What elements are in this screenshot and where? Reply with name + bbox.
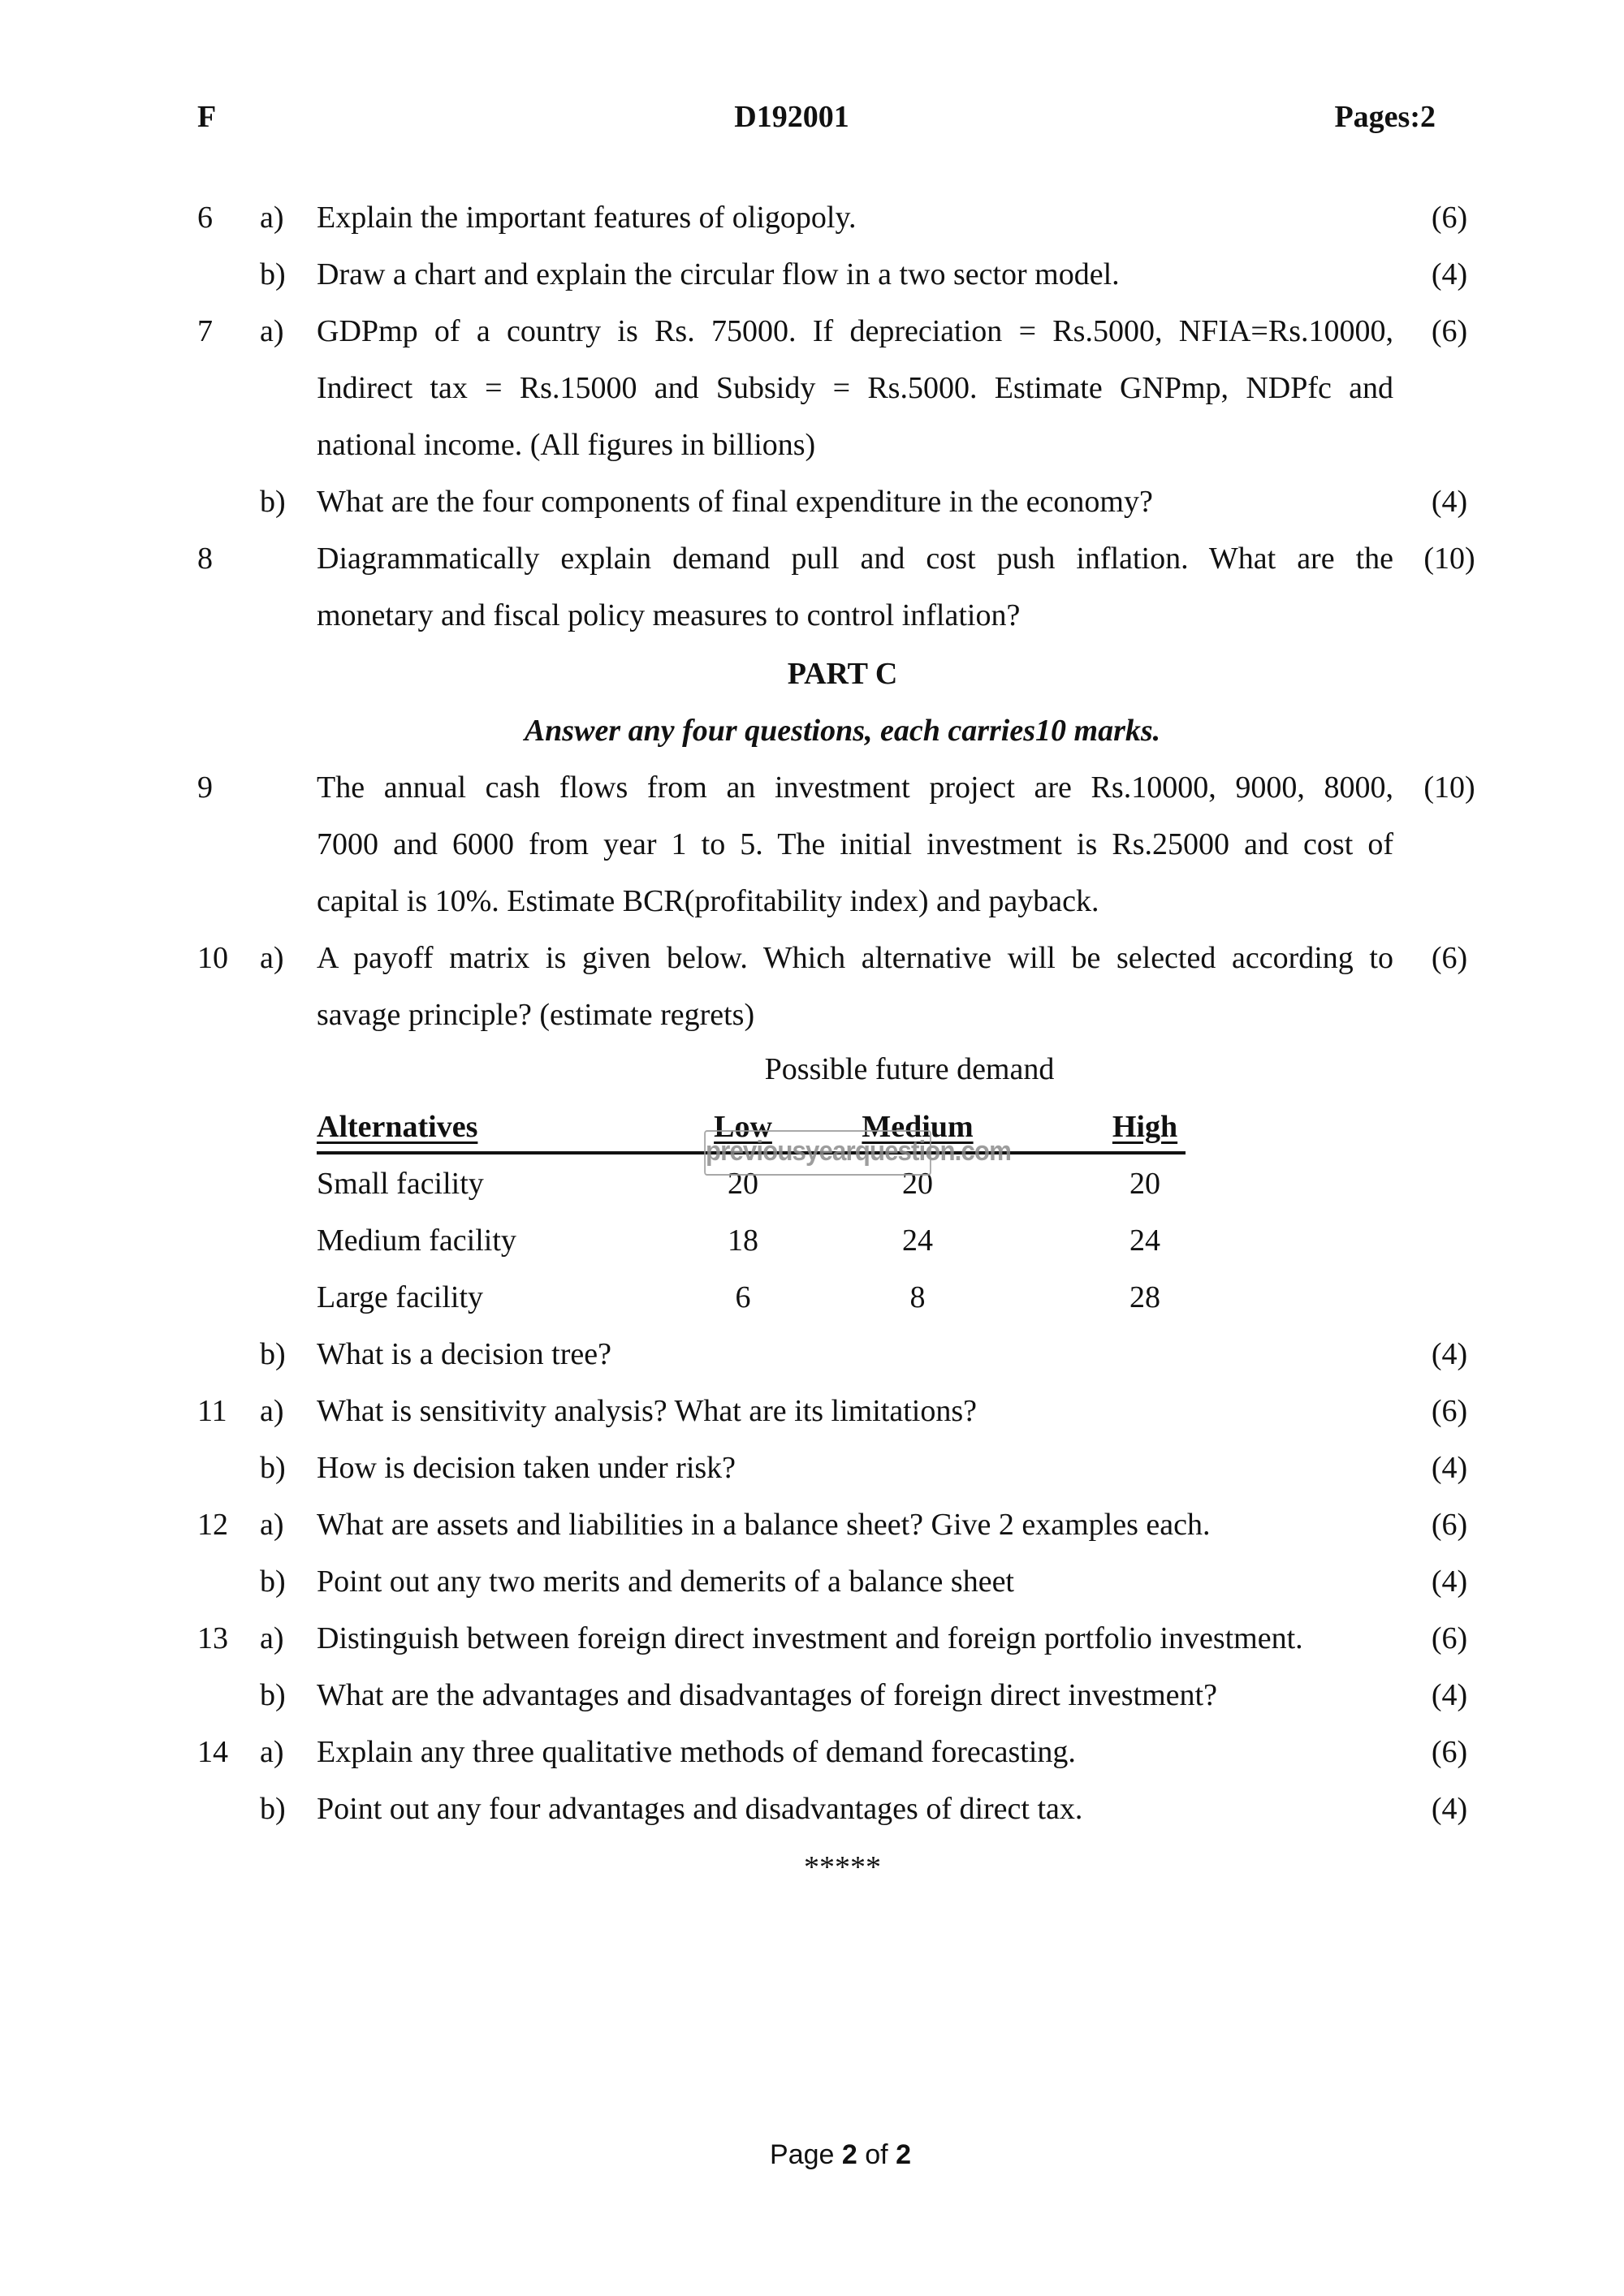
question-number: 9 bbox=[197, 770, 213, 805]
question-line bbox=[0, 1557, 1624, 1606]
question-line bbox=[0, 477, 1624, 526]
question-text: GDPmp of a country is Rs. 75000. If depreciation = Rs.5000, NFIA=Rs.10000, bbox=[317, 314, 1393, 348]
question-marks: (10) bbox=[1423, 542, 1475, 576]
question-text: Point out any two merits and demerits of a balance sheet bbox=[317, 1564, 1014, 1599]
question-marks: (4) bbox=[1431, 1792, 1468, 1826]
header-medium: Medium bbox=[862, 1110, 974, 1144]
row-label: Medium facility bbox=[317, 1224, 516, 1258]
question-text: Diagrammatically explain demand pull and cost push inflation. What are the bbox=[317, 542, 1393, 576]
sub-question-label: a) bbox=[260, 1394, 284, 1428]
footer-current-page: 2 bbox=[841, 2139, 857, 2170]
question-marks: (4) bbox=[1431, 1451, 1468, 1485]
question-text: Distinguish between foreign direct investment and foreign portfolio investment. bbox=[317, 1621, 1303, 1655]
cell-low: 18 bbox=[728, 1224, 758, 1258]
header-high: High bbox=[1112, 1110, 1178, 1144]
question-number: 14 bbox=[197, 1735, 228, 1769]
table-caption: Possible future demand bbox=[764, 1052, 1055, 1086]
page-footer bbox=[0, 2135, 1624, 2174]
question-text: national income. (All figures in billions) bbox=[317, 428, 816, 462]
question-number: 6 bbox=[197, 201, 213, 235]
question-marks: (6) bbox=[1431, 1394, 1468, 1428]
cell-high: 20 bbox=[1129, 1167, 1160, 1201]
table-row bbox=[0, 1216, 1624, 1265]
question-number: 8 bbox=[197, 542, 213, 576]
sub-question-label: a) bbox=[260, 1735, 284, 1769]
question-text: monetary and fiscal policy measures to control inflation? bbox=[317, 598, 1021, 632]
question-line bbox=[0, 1728, 1624, 1776]
cell-high: 28 bbox=[1129, 1280, 1160, 1314]
sub-question-label: a) bbox=[260, 1508, 284, 1542]
question-text: savage principle? (estimate regrets) bbox=[317, 998, 755, 1032]
question-line bbox=[0, 307, 1624, 356]
sub-question-label: a) bbox=[260, 314, 284, 348]
question-line bbox=[0, 1500, 1624, 1549]
question-line bbox=[0, 990, 1624, 1039]
sub-question-label: b) bbox=[260, 1451, 286, 1485]
question-text: What is sensitivity analysis? What are its limitations? bbox=[317, 1394, 977, 1428]
question-number: 10 bbox=[197, 941, 228, 975]
sub-question-label: a) bbox=[260, 1621, 284, 1655]
row-label: Small facility bbox=[317, 1167, 484, 1201]
question-line bbox=[0, 591, 1624, 640]
question-text: Explain any three qualitative methods of demand forecasting. bbox=[317, 1735, 1076, 1769]
question-text: What are assets and liabilities in a balance sheet? Give 2 examples each. bbox=[317, 1508, 1211, 1542]
sub-question-label: b) bbox=[260, 257, 286, 291]
question-line bbox=[0, 421, 1624, 469]
watermark-stamp: previousyearquestion.com bbox=[704, 1130, 931, 1176]
question-text: What are the advantages and disadvantages of foreign direct investment? bbox=[317, 1678, 1217, 1712]
question-line bbox=[0, 1671, 1624, 1720]
table-row bbox=[0, 1273, 1624, 1322]
cell-medium: 24 bbox=[902, 1224, 933, 1258]
part-c-instruction: Answer any four questions, each carries10 marks. bbox=[524, 714, 1161, 748]
question-number: 13 bbox=[197, 1621, 228, 1655]
question-text: 7000 and 6000 from year 1 to 5. The initial investment is Rs.25000 and cost of bbox=[317, 827, 1393, 861]
question-line bbox=[0, 877, 1624, 926]
sub-question-label: b) bbox=[260, 485, 286, 519]
question-line bbox=[0, 1387, 1624, 1435]
question-text: What are the four components of final expenditure in the economy? bbox=[317, 485, 1153, 519]
question-line bbox=[0, 1614, 1624, 1663]
part-c-title: PART C bbox=[787, 657, 898, 691]
question-marks: (6) bbox=[1431, 201, 1468, 235]
question-marks: (6) bbox=[1431, 941, 1468, 975]
question-marks: (4) bbox=[1431, 1678, 1468, 1712]
question-marks: (10) bbox=[1423, 770, 1475, 805]
end-marker: ***** bbox=[804, 1850, 881, 1884]
question-text: Explain the important features of oligopoly. bbox=[317, 201, 857, 235]
question-marks: (6) bbox=[1431, 314, 1468, 348]
question-marks: (6) bbox=[1431, 1735, 1468, 1769]
header-paper-code-text: D192001 bbox=[734, 100, 849, 134]
sub-question-label: b) bbox=[260, 1564, 286, 1599]
question-line bbox=[0, 820, 1624, 869]
header-page-count: Pages:2 bbox=[1334, 100, 1436, 134]
header-low: Low bbox=[714, 1110, 772, 1144]
sub-question-label: b) bbox=[260, 1792, 286, 1826]
question-marks: (4) bbox=[1431, 485, 1468, 519]
footer-page-word: Page bbox=[770, 2139, 835, 2170]
cell-low: 20 bbox=[728, 1167, 758, 1201]
question-marks: (6) bbox=[1431, 1508, 1468, 1542]
question-text: Indirect tax = Rs.15000 and Subsidy = Rs.5000. Estimate GNPmp, NDPfc and bbox=[317, 371, 1393, 405]
question-line bbox=[0, 193, 1624, 242]
row-label: Large facility bbox=[317, 1280, 484, 1314]
cell-low: 6 bbox=[735, 1280, 751, 1314]
sub-question-label: b) bbox=[260, 1678, 286, 1712]
cell-medium: 20 bbox=[902, 1167, 933, 1201]
question-line bbox=[0, 364, 1624, 412]
header-alternatives: Alternatives bbox=[317, 1110, 478, 1144]
question-line bbox=[0, 1330, 1624, 1379]
question-line bbox=[0, 534, 1624, 583]
question-text: capital is 10%. Estimate BCR(profitability index) and payback. bbox=[317, 884, 1099, 918]
footer-total-pages: 2 bbox=[896, 2139, 911, 2170]
header-set-code: F bbox=[197, 100, 217, 134]
sub-question-label: a) bbox=[260, 201, 284, 235]
question-number: 7 bbox=[197, 314, 213, 348]
question-line bbox=[0, 934, 1624, 982]
cell-medium: 8 bbox=[909, 1280, 926, 1314]
footer-of-word: of bbox=[865, 2139, 888, 2170]
sub-question-label: a) bbox=[260, 941, 284, 975]
question-marks: (4) bbox=[1431, 1337, 1468, 1371]
question-text: The annual cash flows from an investment project are Rs.10000, 9000, 8000, bbox=[317, 770, 1393, 805]
question-text: A payoff matrix is given below. Which alternative will be selected according to bbox=[317, 941, 1393, 975]
question-text: What is a decision tree? bbox=[317, 1337, 611, 1371]
question-text: How is decision taken under risk? bbox=[317, 1451, 736, 1485]
question-marks: (4) bbox=[1431, 257, 1468, 291]
question-line bbox=[0, 250, 1624, 299]
question-line bbox=[0, 763, 1624, 812]
question-line bbox=[0, 1444, 1624, 1492]
question-line bbox=[0, 1785, 1624, 1833]
question-marks: (4) bbox=[1431, 1564, 1468, 1599]
question-number: 11 bbox=[197, 1394, 227, 1428]
question-marks: (6) bbox=[1431, 1621, 1468, 1655]
question-text: Draw a chart and explain the circular flow in a two sector model. bbox=[317, 257, 1120, 291]
question-number: 12 bbox=[197, 1508, 228, 1542]
sub-question-label: b) bbox=[260, 1337, 286, 1371]
question-text: Point out any four advantages and disadvantages of direct tax. bbox=[317, 1792, 1083, 1826]
cell-high: 24 bbox=[1129, 1224, 1160, 1258]
